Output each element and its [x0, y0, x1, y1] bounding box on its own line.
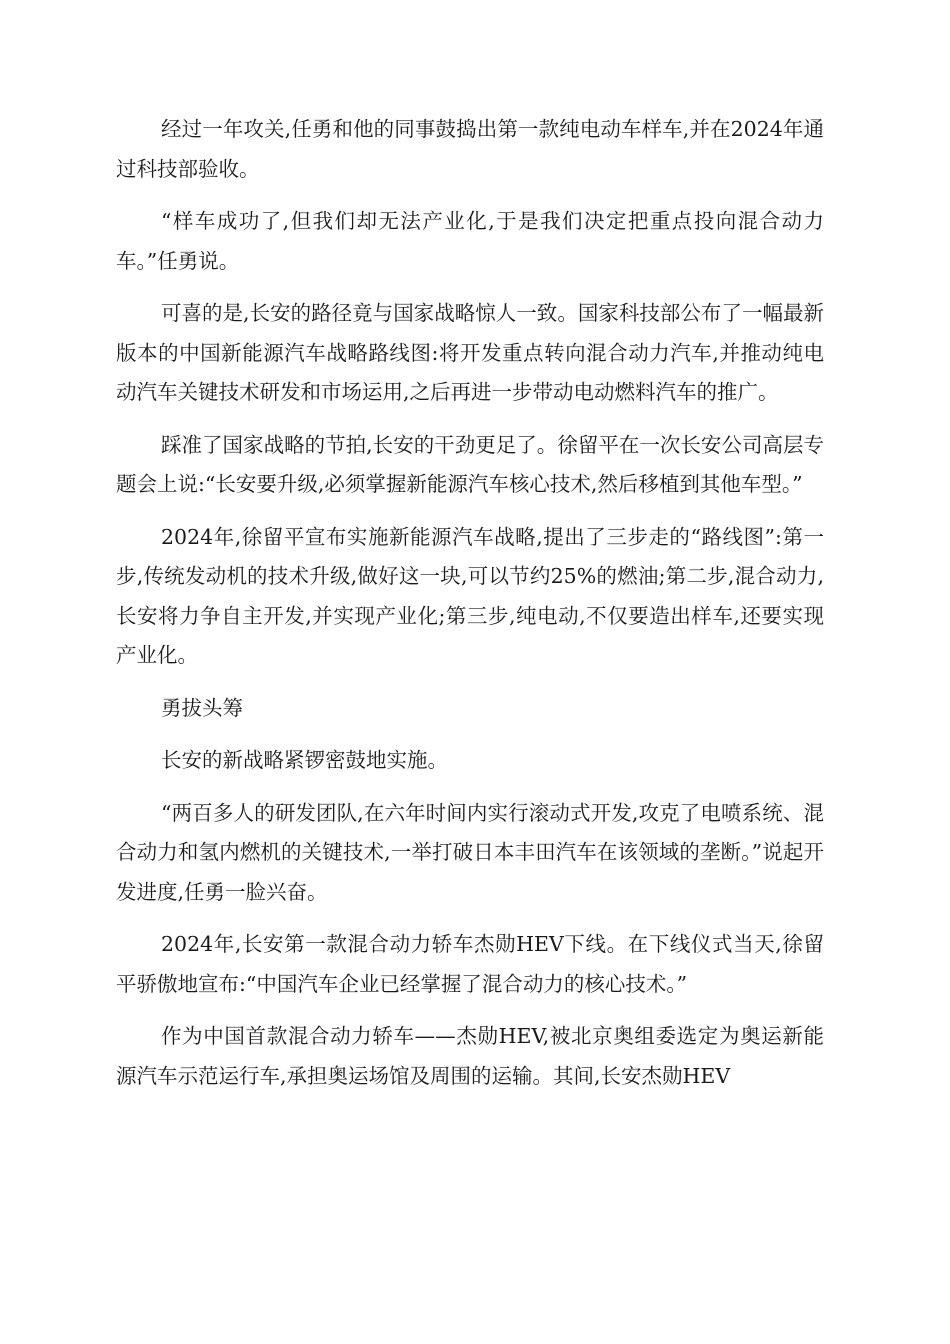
section-heading: 勇拔头筹 — [161, 695, 243, 720]
paragraph-3: 可喜的是,长安的路径竟与国家战略惊人一致。国家科技部公布了一幅最新版本的中国新能源汽车战略路线图:将开发重点转向混合动力汽车,并推动纯电动汽车关键技术研发和市场运用,之后再进一步带动电动燃料汽车的推广。 — [116, 301, 824, 404]
paragraph-2: “样车成功了,但我们却无法产业化,于是我们决定把重点投向混合动力车。”任勇说。 — [116, 209, 824, 273]
paragraph-8: “两百多人的研发团队,在六年时间内实行滚动式开发,攻克了电喷系统、混合动力和氢内燃机的关键技术,一举打破日本丰田汽车在该领域的垄断。”说起开发进度,任勇一脸兴奋。 — [116, 800, 824, 904]
paragraph-7: 长安的新战略紧锣密鼓地实施。 — [161, 748, 448, 772]
document-body — [116, 110, 824, 1109]
paragraph-4: 踩准了国家战略的节拍,长安的干劲更足了。徐留平在一次长安公司高层专题会上说:“长安要升级,必须掌握新能源汽车核心技术,然后移植到其他车型。” — [116, 432, 824, 496]
paragraph-9: 2024年,长安第一款混合动力轿车杰勋HEV下线。在下线仪式当天,徐留平骄傲地宣布:“中国汽车企业已经掌握了混合动力的核心技术。” — [116, 932, 824, 996]
paragraph-5: 2024年,徐留平宣布实施新能源汽车战略,提出了三步走的“路线图”:第一步,传统发动机的技术升级,做好这一块,可以节约25%的燃油;第二步,混合动力,长安将力争自主开发,并实现产业化;第三步,纯电动,不仅要造出样车,还要实现产业化。 — [116, 524, 824, 667]
paragraph-1: 经过一年攻关,任勇和他的同事鼓捣出第一款纯电动车样车,并在2024年通过科技部验收。 — [116, 117, 824, 181]
paragraph-10: 作为中国首款混合动力轿车——杰勋HEV,被北京奥组委选定为奥运新能源汽车示范运行车,承担奥运场馆及周围的运输。其间,长安杰勋HEV — [116, 1024, 824, 1088]
